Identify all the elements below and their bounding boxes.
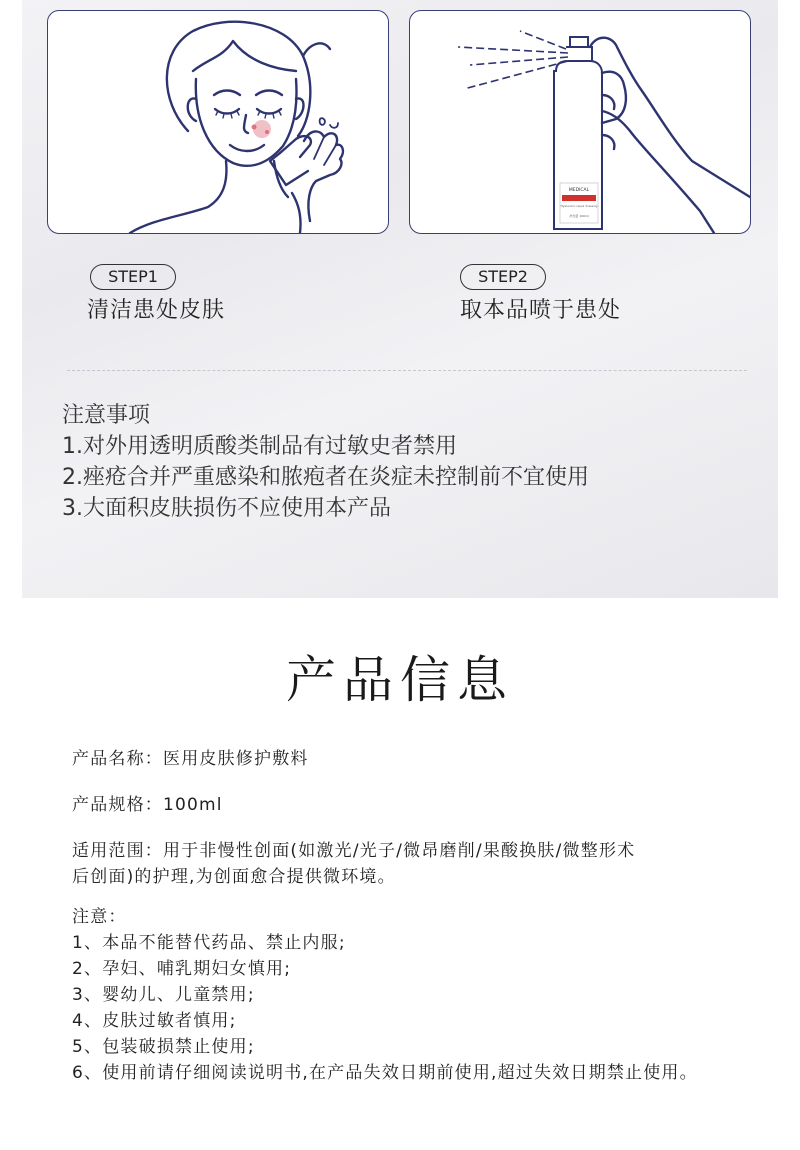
step1-caption: 清洁患处皮肤: [87, 298, 226, 323]
usage-section: [22, 0, 778, 598]
step1-badge: STEP1: [90, 264, 176, 290]
precaution-item: 3.大面积皮肤损伤不应使用本产品: [62, 496, 391, 521]
product-name: 产品名称：医用皮肤修护敷料: [72, 749, 309, 769]
bottle-label-red-band: [562, 195, 596, 201]
product-scope-line2: 后创面)的护理,为创面愈合提供微环境。: [72, 867, 396, 887]
note-item: 3、婴幼儿、儿童禁用;: [72, 985, 255, 1005]
step2-illustration-panel: [409, 10, 751, 234]
section-divider: [67, 370, 747, 371]
precautions-block: [62, 400, 589, 524]
step1-illustration-panel: [47, 10, 389, 234]
precaution-item: 2.痤疮合并严重感染和脓疱者在炎症未控制前不宜使用: [62, 465, 589, 490]
note-item: 6、使用前请仔细阅读说明书,在产品失效日期前使用,超过失效日期禁止使用。: [72, 1063, 698, 1083]
face-cleansing-illustration: [48, 11, 388, 233]
note-item: 4、皮肤过敏者慎用;: [72, 1011, 237, 1031]
step2-caption: 取本品喷于患处: [460, 298, 622, 323]
bottle-label-volume: 净含量 100ml: [569, 214, 589, 218]
product-info-title: 产品信息: [286, 651, 514, 709]
note-item: 5、包装破损禁止使用;: [72, 1037, 255, 1057]
product-spec: 产品规格：100ml: [72, 795, 223, 815]
notes-heading: 注意：: [72, 907, 127, 927]
product-notes-block: [72, 904, 698, 1086]
product-scope-line1: 适用范围：用于非慢性创面(如激光/光子/微昂磨削/果酸换肤/微整形术: [72, 841, 636, 861]
step2-badge: STEP2: [460, 264, 546, 290]
precautions-heading: 注意事项: [62, 403, 151, 428]
bottle-label-subtitle: Hyaluronic repair dressing: [560, 204, 598, 208]
precaution-item: 1.对外用透明质酸类制品有过敏史者禁用: [62, 434, 457, 459]
note-item: 2、孕妇、哺乳期妇女慎用;: [72, 959, 292, 979]
note-item: 1、本品不能替代药品、禁止内服;: [72, 933, 346, 953]
spray-bottle-illustration: [410, 11, 750, 233]
bottle-label-brand: MEDICAL: [568, 188, 590, 193]
